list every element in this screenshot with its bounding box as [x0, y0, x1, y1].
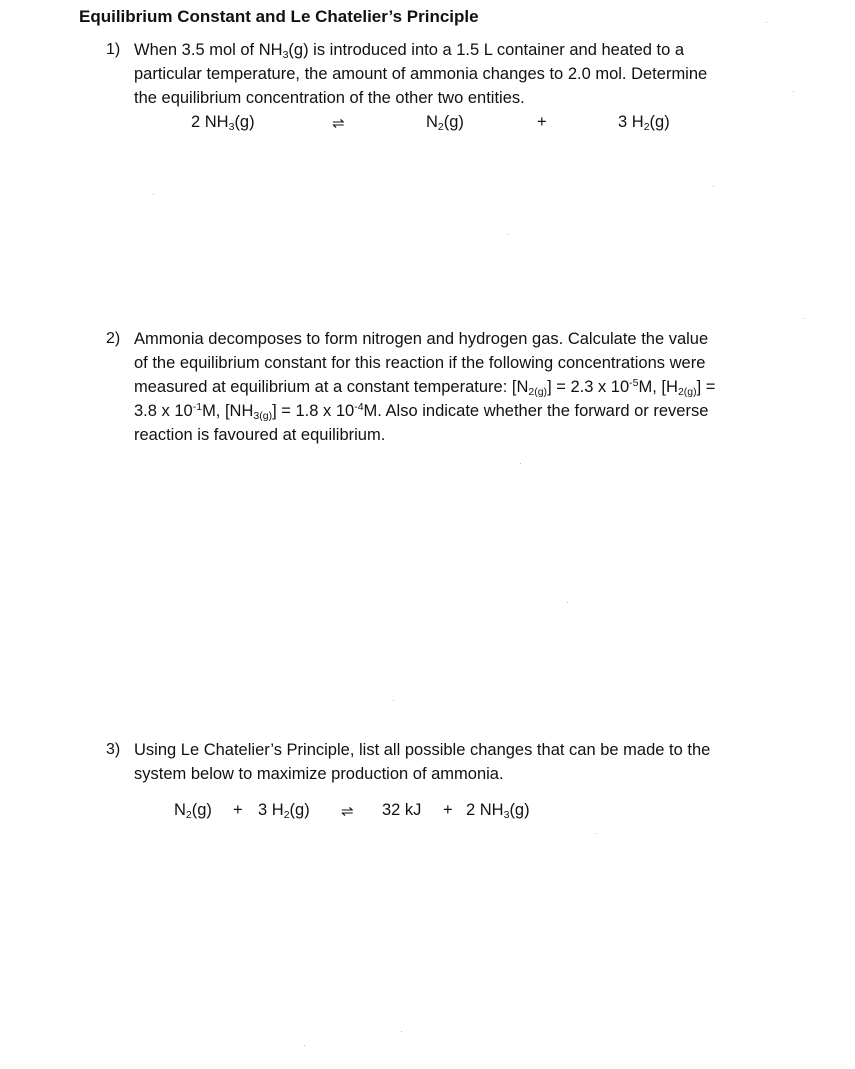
- question-3-number: 3): [106, 741, 121, 758]
- scan-speck: [304, 1045, 305, 1046]
- question-1-number: 1): [106, 41, 121, 58]
- question-2-line-5: reaction is favoured at equilibrium.: [134, 426, 386, 444]
- page-title: Equilibrium Constant and Le Chatelier’s Principle: [79, 7, 479, 26]
- question-3-line-2: system below to maximize production of ammonia.: [134, 765, 504, 783]
- scan-speck: [596, 833, 597, 834]
- scan-speck: [793, 91, 794, 92]
- scan-speck: [766, 22, 767, 23]
- q3-equilibrium-arrow-icon: ⇌: [341, 803, 354, 820]
- scan-speck: [803, 318, 804, 319]
- q3-plus-sign-1: +: [233, 801, 243, 819]
- q3-energy-term: 32 kJ: [382, 801, 422, 819]
- scan-speck: [520, 463, 521, 464]
- scan-speck: [401, 1031, 402, 1032]
- scan-speck: [393, 700, 394, 701]
- question-2-number: 2): [106, 330, 121, 347]
- q1-reactant-ammonia: 2 $NH_3(g)$: [191, 113, 255, 133]
- question-2-line-4: 3.8 x $10^{-1}M$, $[NH_{3(g)}] = 1.8$ x $10^{-4}M$. Also indicate whether the forward or reverse: [134, 401, 709, 422]
- question-2-line-2: of the equilibrium constant for this reaction if the following concentrations were: [134, 354, 706, 372]
- q3-product-ammonia: 2 $NH_3(g)$: [466, 801, 530, 821]
- question-2-line-1: Ammonia decomposes to form nitrogen and hydrogen gas. Calculate the value: [134, 330, 709, 348]
- question-2-text: [134, 327, 784, 447]
- scan-speck: [567, 602, 568, 603]
- scan-speck: [508, 234, 509, 235]
- question-2-line-3: measured at equilibrium at a constant temperature: $[N_{2(g)}] = 2.3$ x $10^{-5}M$, $[H_{2(g)}]$ =: [134, 377, 716, 398]
- q1-equilibrium-arrow-icon: ⇌: [332, 115, 345, 132]
- scan-speck: [713, 186, 714, 187]
- question-1-line-2: particular temperature, the amount of ammonia changes to 2.0 mol. Determine: [134, 65, 708, 83]
- question-1-line-3: the equilibrium concentration of the other two entities.: [134, 89, 525, 107]
- question-3-line-1: Using Le Chatelier’s Principle, list all possible changes that can be made to the: [134, 741, 711, 759]
- question-3-text: [134, 738, 784, 786]
- q3-plus-sign-2: +: [443, 801, 453, 819]
- question-1-line-1: When 3.5 mol of $NH_3(g)$ is introduced into a 1.5 L container and heated to a: [134, 41, 685, 61]
- q1-product-nitrogen: $N_2(g)$: [426, 113, 464, 133]
- question-1-text: [134, 38, 784, 110]
- q3-reactant-hydrogen: 3 $H_2(g)$: [258, 801, 310, 821]
- scan-speck: [153, 194, 154, 195]
- q3-reactant-nitrogen: $N_2(g)$: [174, 801, 212, 821]
- q1-product-hydrogen: 3 $H_2(g)$: [618, 113, 670, 133]
- q1-plus-sign: +: [537, 113, 547, 131]
